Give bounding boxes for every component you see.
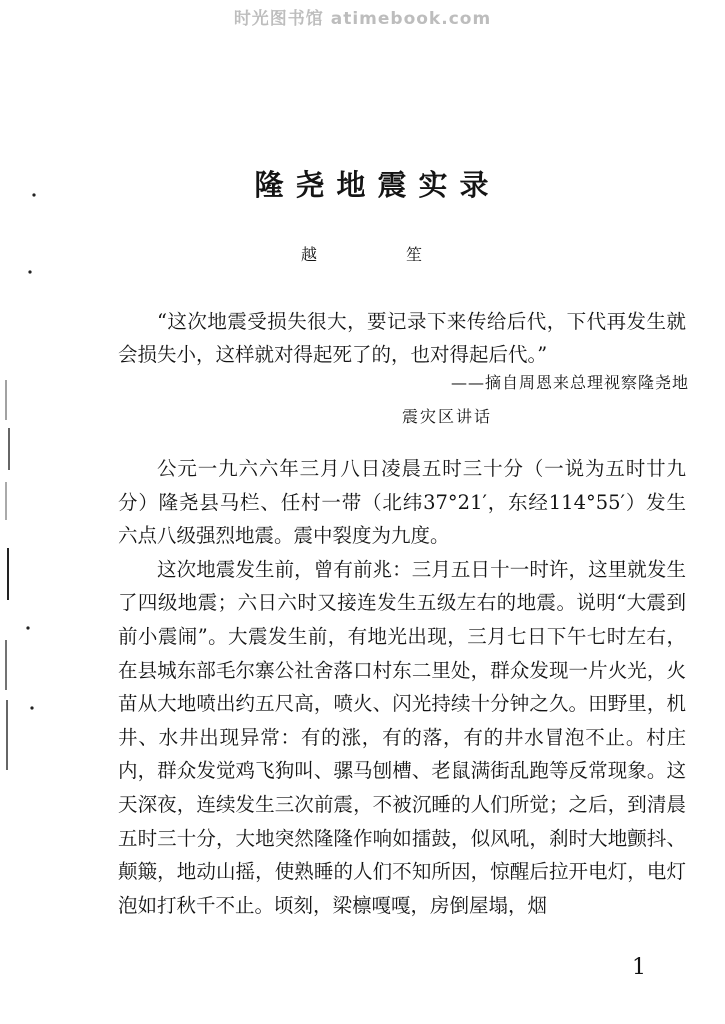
paragraph: 这次地震发生前，曾有前兆：三月五日十一时许，这里就发生了四级地震；六日六时又接连发生五级左右的地震。说明“大震到前小震闹”。大震发生前，有地光出现，三月七日下午七时左右，在县城东部毛尔寨公社舍落口村东二里处，群众发现一片火光，火苗从大地喷出约五尺高，喷火、闪光持续十分钟之久。田野里，机井、水井出现异常：有的涨，有的落，有的井水冒泡不止。村庄内，群众发觉鸡飞狗叫、骡马刨槽、老鼠满街乱跑等反常现象。这天深夜，连续发生三次前震，不被沉睡的人们所觉；之后，到清晨五时三十分，大地突然隆隆作响如擂鼓，似风吼，刹时大地颤抖、颠簸，地动山摇，使熟睡的人们不知所因，惊醒后拉开电灯，电灯泡如打秋千不止。顷刻，梁檩嘎嘎，房倒屋塌，烟 — [118, 557, 686, 917]
paragraph: 公元一九六六年三月八日凌晨五时三十分（一说为五时廿九分）隆尧县马栏、任村一带（北纬37°21′，东经114°55′）发生六点八级强烈地震。震中裂度为九度。 — [118, 457, 686, 548]
epigraph-attribution-continued: 震灾区讲话 — [402, 407, 493, 426]
watermark: 时光图书馆 atimebook.com — [233, 9, 492, 29]
author-name: 越 笙 — [300, 245, 465, 264]
binding-margin-marks — [0, 0, 40, 1024]
page-number: 1 — [632, 955, 646, 980]
chapter-title: 隆尧地震实录 — [254, 168, 501, 202]
body-text — [118, 452, 686, 922]
epigraph-attribution: ——摘自周恩来总理视察隆尧地 — [450, 373, 689, 392]
epigraph-quote: “这次地震受损失很大，要记录下来传给后代，下代再发生就会损失小，这样就对得起死了的，也对得起后代。” — [118, 310, 686, 366]
